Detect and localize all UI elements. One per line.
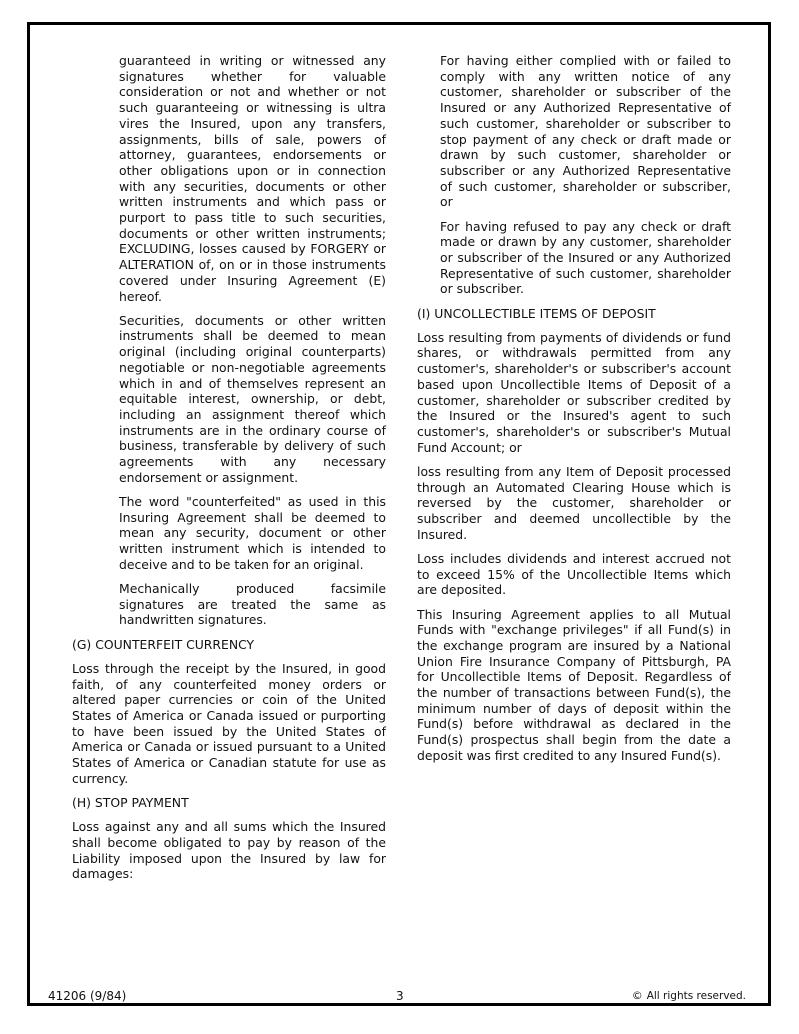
paragraph-securities-definition: Securities, documents or other written instruments shall be deemed to mean original (including original counterparts) negotiable or non-negotiable agreements which in and of themselves represent an equitable interest, ownership, or debt, including an assignment thereof which instruments are in the ordinary course of business, transferable by delivery of such agreements with any necessary endorsement or assignment. — [119, 312, 386, 485]
right-column — [417, 53, 731, 772]
paragraph-automated-clearing-house: loss resulting from any Item of Deposit processed through an Automated Clearing House which is reversed by the customer, shareholder or subscriber and deemed uncollectible by the Insured. — [417, 463, 731, 542]
paragraph-complied-or-failed: For having either complied with or failed to comply with any written notice of any customer, shareholder or subscriber of the Insured or any Authorized Representative of such customer, shareholder or subscriber to stop payment of any check or draft made or drawn by such customer, shareholder or subscriber or any Authorized Representative of such customer, shareholder or subscriber, or — [440, 53, 731, 210]
copyright-notice — [632, 989, 746, 1002]
form-number: 41206 (9/84) — [48, 989, 127, 1003]
rights-reserved-text: All rights reserved. — [646, 990, 746, 1002]
heading-counterfeit-currency: (G) COUNTERFEIT CURRENCY — [72, 636, 255, 652]
paragraph-counterfeit-currency: Loss through the receipt by the Insured, in good faith, of any counterfeited money orders or altered paper currencies or coin of the United States of America or Canada issued or purporting to have been issued by the United States of America or Canada or issued pursuant to a United States of America or Canadian statute for use as currency. — [72, 660, 386, 786]
paragraph-facsimile-signatures: Mechanically produced facsimile signatures are treated the same as handwritten signatures. — [119, 581, 386, 628]
left-column — [72, 53, 386, 890]
paragraph-dividends-interest: Loss includes dividends and interest accrued not to exceed 15% of the Uncollectible Items which are deposited. — [417, 550, 731, 598]
paragraph-guarantee-signatures: guaranteed in writing or witnessed any signatures whether for valuable consideration or not and whether or not such guaranteeing or witnessing is ultra vires the Insured, upon any transfers, assignments, bills of sale, powers of attorney, guarantees, endorsements or other obligations upon or in connection with any securities, documents or other written instruments and which pass or purport to pass title to such securities, documents or other written instruments; EXCLUDING, losses caused by FORGERY or ALTERATION of, on or in those instruments covered under Insuring Agreement (E) hereof. — [119, 53, 386, 304]
heading-stop-payment: (H) STOP PAYMENT — [72, 794, 189, 810]
paragraph-uncollectible-loss: Loss resulting from payments of dividends or fund shares, or withdrawals permitted from any customer's, shareholder's or subscriber's account based upon Uncollectible Items of Deposit of a customer, shareholder or subscriber credited by the Insured or the Insured's agent to such customer's, shareholder's or subscriber's Mutual Fund Account; or — [417, 329, 731, 455]
copyright-icon: © — [631, 989, 643, 1002]
page-frame — [27, 22, 771, 1006]
paragraph-mutual-funds: This Insuring Agreement applies to all Mutual Funds with "exchange privileges" if all Fund(s) in the exchange program are insured by a National Union Fire Insurance Company of Pittsburgh, PA for Uncollectible Items of Deposit. Regardless of the number of transactions between Fund(s), the minimum number of days of deposit within the Fund(s) before withdrawal as declared in the Fund(s) prospectus shall begin from the date a deposit was first credited to any Insured Fund(s). — [417, 606, 731, 763]
paragraph-refused-to-pay: For having refused to pay any check or draft made or drawn by any customer, shareholder or subscriber of the Insured or any Authorized Representative of such customer, shareholder or subscriber. — [440, 218, 731, 297]
heading-uncollectible-items: (I) UNCOLLECTIBLE ITEMS OF DEPOSIT — [417, 305, 656, 321]
paragraph-stop-payment: Loss against any and all sums which the Insured shall become obligated to pay by reason of the Liability imposed upon the Insured by law for damages: — [72, 819, 386, 882]
paragraph-counterfeited-definition: The word "counterfeited" as used in this Insuring Agreement shall be deemed to mean any security, document or other written instrument which is intended to deceive and to be taken for an original. — [119, 493, 386, 572]
page-number: 3 — [396, 989, 404, 1003]
